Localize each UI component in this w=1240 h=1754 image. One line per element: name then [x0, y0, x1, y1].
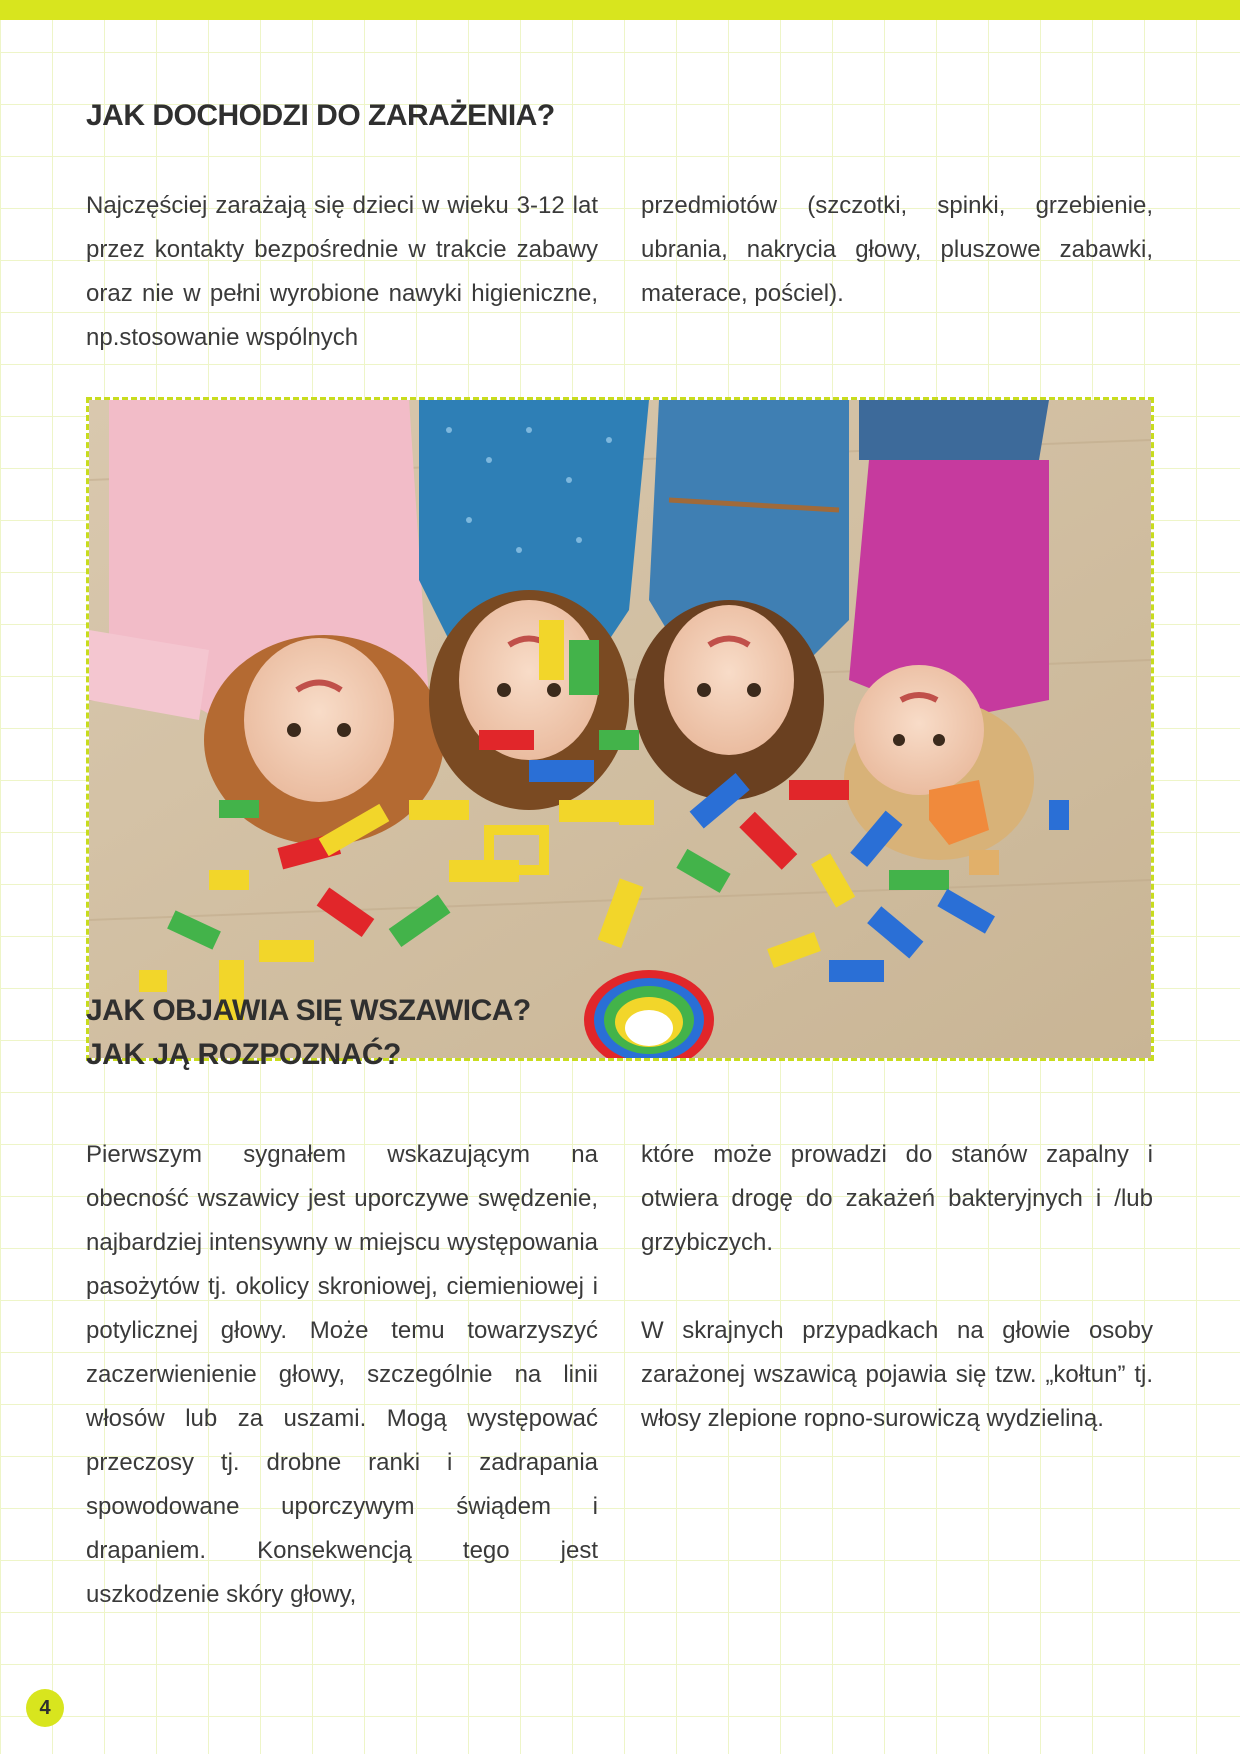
section1-right-text: przedmiotów (szczotki, spinki, grzebienie, ubrania, nakrycia głowy, pluszowe zabawki, materace, pościel). — [641, 192, 1153, 307]
section-heading-symptoms-line1: JAK OBJAWIA SIĘ WSZAWICA? — [86, 994, 531, 1027]
page-number: 4 — [26, 1689, 64, 1727]
section2-left-column — [86, 1133, 598, 1617]
section2-right-text-1: które może prowadzi do stanów zapalny i otwiera drogę do zakażeń bakteryjnych i /lub grzybiczych. — [641, 1141, 1153, 1256]
children-playing-with-blocks-photo — [89, 400, 1151, 1058]
section2-left-text: Pierwszym sygnałem wskazującym na obecność wszawicy jest uporczywe swędzenie, najbardziej intensywny w miejscu występowania pasożytów tj. okolicy skroniowej, ciemieniowej i potylicznej głowy. Może temu towarzyszyć zaczerwienienie głowy, szczególnie na linii włosów lub za uszami. Mogą występować przeczosy tj. drobne ranki i zadrapania spowodowane uporczywym świądem i drapaniem. Konsekwencją tego jest uszkodzenie skóry głowy, — [86, 1141, 598, 1608]
section1-right-column — [641, 184, 1153, 316]
section2-right-column — [641, 1133, 1153, 1441]
section1-left-column — [86, 184, 598, 360]
top-accent-bar — [0, 0, 1240, 20]
section-heading-infection: JAK DOCHODZI DO ZARAŻENIA? — [86, 99, 555, 132]
section2-right-text-2: W skrajnych przypadkach na głowie osoby zarażonej wszawicą pojawia się tzw. „kołtun” tj. włosy zlepione ropno-surowiczą wydzieliną. — [641, 1317, 1153, 1432]
section1-left-text: Najczęściej zarażają się dzieci w wieku 3-12 lat przez kontakty bezpośrednie w trakcie zabawy oraz nie w pełni wyrobione nawyki higieniczne, np.stosowanie wspólnych — [86, 192, 598, 351]
section-heading-symptoms-line2: JAK JĄ ROZPOZNAĆ? — [86, 1038, 401, 1071]
children-photo — [86, 397, 1154, 1061]
